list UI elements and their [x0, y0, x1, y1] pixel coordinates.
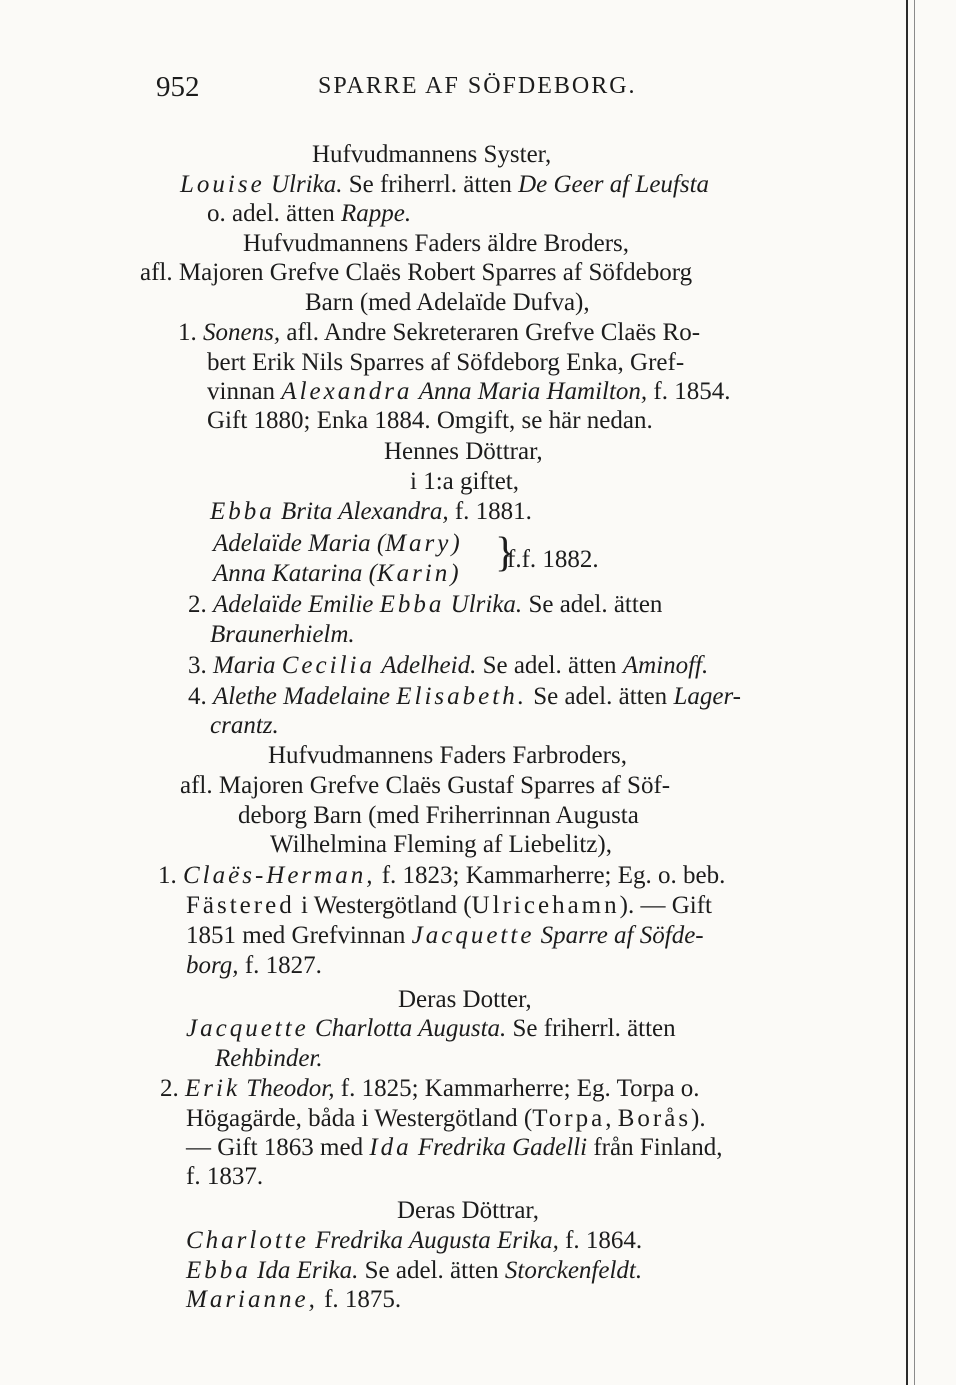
text-line: 3. Maria Cecilia Adelheid. Se adel. ätten Aminoff. — [188, 652, 709, 679]
text-line: deborg Barn (med Friherrinnan Augusta — [238, 802, 639, 829]
page-edge-line-faint — [914, 0, 915, 1385]
text-line: 1851 med Grefvinnan Jacquette Sparre af Söfde- — [186, 922, 704, 949]
text-line: i 1:a giftet, — [410, 468, 519, 495]
heading-elder-brother: Hufvudmannens Faders äldre Broders, — [243, 230, 630, 257]
text-line: Anna Katarina (Karin) — [213, 560, 459, 587]
text-line: bert Erik Nils Sparres af Söfdeborg Enka, Gref- — [207, 349, 685, 376]
text-line: Louise Ulrika. Se friherrl. ätten De Geer af Leufsta — [180, 171, 710, 198]
text-line: Barn (med Adelaïde Dufva), — [305, 289, 590, 316]
heading-uncle: Hufvudmannens Faders Farbroders, — [268, 742, 627, 769]
text-line: Jacquette Charlotta Augusta. Se friherrl. ätten — [186, 1015, 676, 1042]
heading-their-daughter: Deras Dotter, — [398, 986, 532, 1013]
text-line: — Gift 1863 med Ida Fredrika Gadelli från Finland, — [186, 1134, 723, 1161]
text-line: vinnan Alexandra Anna Maria Hamilton, f. 1854. — [207, 378, 731, 405]
text-line: Charlotte Fredrika Augusta Erika, f. 1864. — [186, 1227, 643, 1254]
text-line: Rehbinder. — [215, 1045, 323, 1072]
text-line: Gift 1880; Enka 1884. Omgift, se här nedan. — [207, 407, 653, 434]
page-number: 952 — [156, 71, 200, 103]
text-line: borg, f. 1827. — [186, 952, 322, 979]
text-line: Ebba Brita Alexandra, f. 1881. — [210, 498, 532, 525]
text-line: 4. Alethe Madelaine Elisabeth. Se adel. ätten Lager- — [188, 683, 741, 710]
text-line: Marianne, f. 1875. — [186, 1286, 402, 1313]
text-line: Braunerhielm. — [210, 621, 355, 648]
page-edge-line — [906, 0, 908, 1385]
text-line: Ebba Ida Erika. Se adel. ätten Storckenfeldt. — [186, 1257, 643, 1284]
text-line: Fästered i Westergötland (Ulricehamn). — Gift — [186, 892, 712, 919]
text-line: afl. Majoren Grefve Claës Robert Sparres af Söfdeborg — [140, 259, 693, 286]
text-line: 1. Sonens, afl. Andre Sekreteraren Grefve Claës Ro- — [178, 319, 701, 346]
text-line: crantz. — [210, 712, 279, 739]
heading-daughters: Hennes Döttrar, — [384, 438, 543, 465]
heading-their-daughters: Deras Döttrar, — [397, 1197, 539, 1224]
text-line: o. adel. ätten Rappe. — [207, 200, 412, 227]
text-line: 1. Claës-Herman, f. 1823; Kammarherre; Eg. o. beb. — [158, 862, 726, 889]
heading-sister: Hufvudmannens Syster, — [312, 141, 552, 168]
text-line: 2. Adelaïde Emilie Ebba Ulrika. Se adel. ätten — [188, 591, 663, 618]
text-line: Högagärde, båda i Westergötland (Torpa, Borås). — [186, 1105, 706, 1132]
text-line: afl. Majoren Grefve Claës Gustaf Sparres af Söf- — [180, 772, 671, 799]
text-line: f. 1837. — [186, 1163, 264, 1190]
twins-birth-year: f.f. 1882. — [507, 546, 599, 573]
brace: } — [495, 530, 516, 576]
text-line: Adelaïde Maria (Mary) — [213, 530, 460, 557]
running-title: SPARRE AF SÖFDEBORG. — [318, 73, 637, 99]
text-line: 2. Erik Theodor, f. 1825; Kammarherre; Eg. Torpa o. — [160, 1075, 700, 1102]
text-line: Wilhelmina Fleming af Liebelitz), — [270, 831, 612, 858]
